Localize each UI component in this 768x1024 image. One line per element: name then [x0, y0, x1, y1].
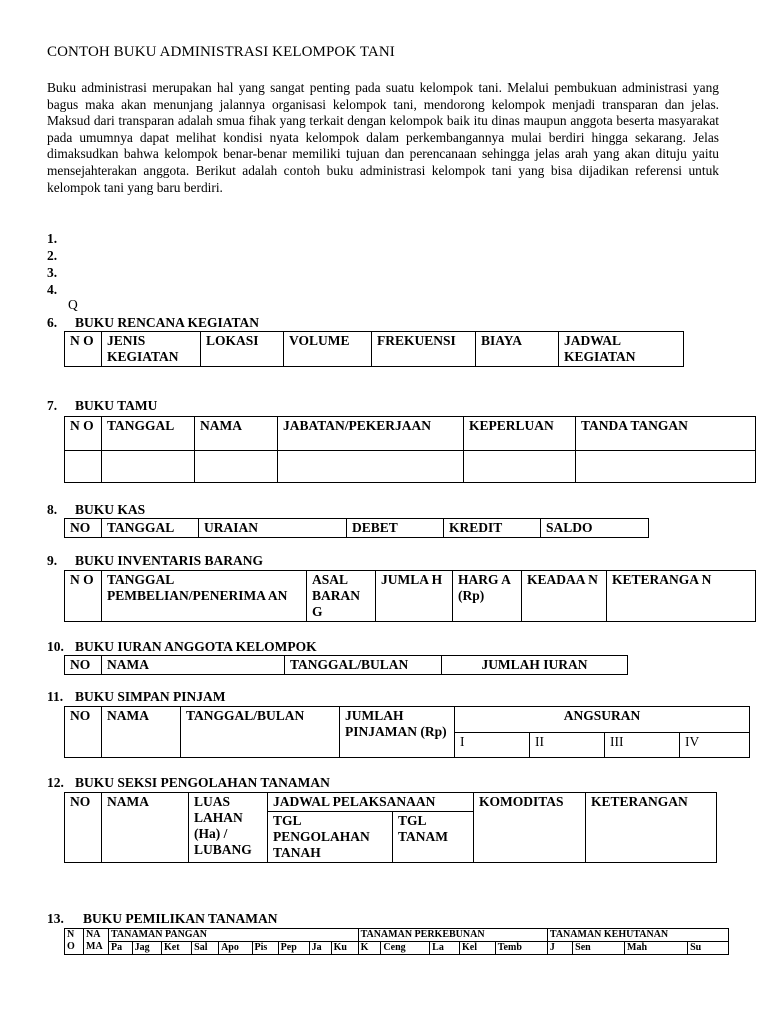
header-cell: TANGGAL PEMBELIAN/PENERIMA AN	[102, 571, 307, 622]
table-header-row	[65, 519, 649, 538]
header-cell: JADWAL KEGIATAN	[559, 332, 684, 367]
header-cell: Kel	[460, 942, 496, 955]
header-cell: N O	[65, 332, 102, 367]
header-cell: URAIAN	[199, 519, 347, 538]
header-cell: JABATAN/PEKERJAAN	[278, 417, 464, 451]
table-header-row	[65, 707, 750, 733]
table-rencana-kegiatan	[64, 331, 684, 367]
table-cell	[195, 451, 278, 483]
header-cell: ASAL BARAN G	[307, 571, 376, 622]
header-cell: Mah	[625, 942, 688, 955]
header-cell: SALDO	[541, 519, 649, 538]
header-cell: Sen	[573, 942, 625, 955]
header-cell: KREDIT	[444, 519, 541, 538]
table-inventaris-barang	[64, 570, 756, 622]
page-title: CONTOH BUKU ADMINISTRASI KELOMPOK TANI	[47, 44, 395, 60]
header-cell: NAMA	[102, 793, 189, 863]
table-header-row	[65, 571, 756, 622]
header-cell: KETERANGAN	[586, 793, 717, 863]
section-heading: 10. BUKU IURAN ANGGOTA KELOMPOK	[47, 639, 317, 654]
header-cell: K	[358, 942, 381, 955]
header-cell: NA MA	[84, 929, 109, 955]
section-heading: 8. BUKU KAS	[47, 502, 146, 517]
section-heading: 13. BUKU PEMILIKAN TANAMAN	[47, 911, 278, 926]
header-cell: II	[530, 732, 605, 758]
table-header-row	[65, 417, 756, 451]
header-cell: La	[430, 942, 460, 955]
section-heading: 12. BUKU SEKSI PENGOLAHAN TANAMAN	[47, 775, 330, 790]
header-cell: Sal	[192, 942, 219, 955]
header-cell: NO	[65, 793, 102, 863]
empty-numbered-list	[47, 230, 57, 298]
table-pemilikan-tanaman	[64, 928, 729, 955]
header-cell: Temb	[495, 942, 547, 955]
header-cell: NAMA	[195, 417, 278, 451]
header-cell: Apo	[219, 942, 252, 955]
header-cell: KEPERLUAN	[464, 417, 576, 451]
header-cell: III	[605, 732, 680, 758]
header-cell: NO	[65, 707, 102, 758]
table-cell	[102, 451, 195, 483]
table-cell	[464, 451, 576, 483]
header-cell: I	[455, 732, 530, 758]
header-cell: TANGGAL/BULAN	[285, 656, 442, 675]
header-cell: NAMA	[102, 707, 181, 758]
table-subheader-row	[65, 942, 729, 955]
header-cell: NO	[65, 519, 102, 538]
header-cell: JUMLAH IURAN	[442, 656, 628, 675]
header-cell: TANAMAN PANGAN	[109, 929, 359, 942]
header-cell: TGL PENGOLAHAN TANAH	[268, 812, 393, 863]
table-seksi-pengolahan	[64, 792, 717, 863]
header-cell: JENIS KEGIATAN	[102, 332, 201, 367]
header-cell: LUAS LAHAN (Ha) / LUBANG	[189, 793, 268, 863]
header-cell: TANGGAL/BULAN	[181, 707, 340, 758]
table-iuran-anggota	[64, 655, 628, 675]
header-cell: JUMLAH PINJAMAN (Rp)	[340, 707, 455, 758]
header-cell: DEBET	[347, 519, 444, 538]
header-cell: TANGGAL	[102, 417, 195, 451]
header-cell: Ceng	[381, 942, 430, 955]
list-item: 4.	[47, 282, 58, 297]
section-heading: 7. BUKU TAMU	[47, 398, 158, 413]
list-item: 1.	[47, 231, 58, 246]
header-cell: VOLUME	[284, 332, 372, 367]
header-cell: KOMODITAS	[474, 793, 586, 863]
header-cell: TANAMAN PERKEBUNAN	[358, 929, 547, 942]
header-cell: TGL TANAM	[393, 812, 474, 863]
header-cell: J	[547, 942, 572, 955]
header-cell: Ja	[309, 942, 331, 955]
header-cell: N O	[65, 571, 102, 622]
header-cell: KETERANGA N	[607, 571, 756, 622]
header-cell: HARG A (Rp)	[453, 571, 522, 622]
header-cell: Pa	[109, 942, 133, 955]
table-header-row	[65, 929, 729, 942]
header-cell: FREKUENSI	[372, 332, 476, 367]
header-cell: IV	[680, 732, 750, 758]
intro-paragraph: Buku administrasi merupakan hal yang sangat penting pada suatu kelompok tani. Melalui pembukuan administrasi yang bagus maka akan menunjang jalannya organisasi kelompok tani, mendorong kelompok menjadi transparan dan jelas. Maksud dari transparan adalah smua fihak yang terkait dengan kelompok baik itu dinas maupun anggota beserta masyarakat pada umumnya dapat melihat kondisi nyata kelompok dalam perkembangannya mulai berdiri hingga sekarang. Jelas dimaksudkan bahwa kelompok benar-benar memiliki tujuan dan perencanaan sehingga jelas arah yang akan dituju yaitu mensejahterakan anggota. Berikut adalah contoh buku administrasi kelompok tani yang bisa dijadikan referensi untuk kelompok tani yang baru berdiri.	[47, 80, 719, 195]
table-cell	[278, 451, 464, 483]
header-cell: KEADAA N	[522, 571, 607, 622]
header-cell: JADWAL PELAKSANAAN	[268, 793, 474, 812]
table-row	[65, 451, 756, 483]
stray-character: Q	[68, 297, 78, 312]
list-item: 3.	[47, 265, 58, 280]
header-cell: Ket	[162, 942, 192, 955]
header-cell: N O	[65, 417, 102, 451]
header-cell: TANAMAN KEHUTANAN	[547, 929, 728, 942]
header-cell: Ku	[331, 942, 358, 955]
header-cell: Jag	[132, 942, 161, 955]
header-cell: ANGSURAN	[455, 707, 750, 733]
table-buku-tamu	[64, 416, 756, 483]
table-cell	[576, 451, 756, 483]
header-cell: NO	[65, 656, 102, 675]
table-cell	[65, 451, 102, 483]
section-heading: 11. BUKU SIMPAN PINJAM	[47, 689, 226, 704]
header-cell: N O	[65, 929, 84, 955]
header-cell: TANGGAL	[102, 519, 199, 538]
header-cell: JUMLA H	[376, 571, 453, 622]
table-header-row	[65, 793, 717, 812]
table-header-row	[65, 656, 628, 675]
header-cell: BIAYA	[476, 332, 559, 367]
list-item: 2.	[47, 248, 58, 263]
table-buku-kas	[64, 518, 649, 538]
header-cell: TANDA TANGAN	[576, 417, 756, 451]
table-simpan-pinjam	[64, 706, 750, 758]
header-cell: Su	[688, 942, 729, 955]
section-heading: 9. BUKU INVENTARIS BARANG	[47, 553, 264, 568]
header-cell: NAMA	[102, 656, 285, 675]
table-header-row	[65, 332, 684, 367]
header-cell: Pis	[252, 942, 278, 955]
header-cell: LOKASI	[201, 332, 284, 367]
section-heading: 6. BUKU RENCANA KEGIATAN	[47, 315, 260, 330]
header-cell: Pep	[278, 942, 309, 955]
